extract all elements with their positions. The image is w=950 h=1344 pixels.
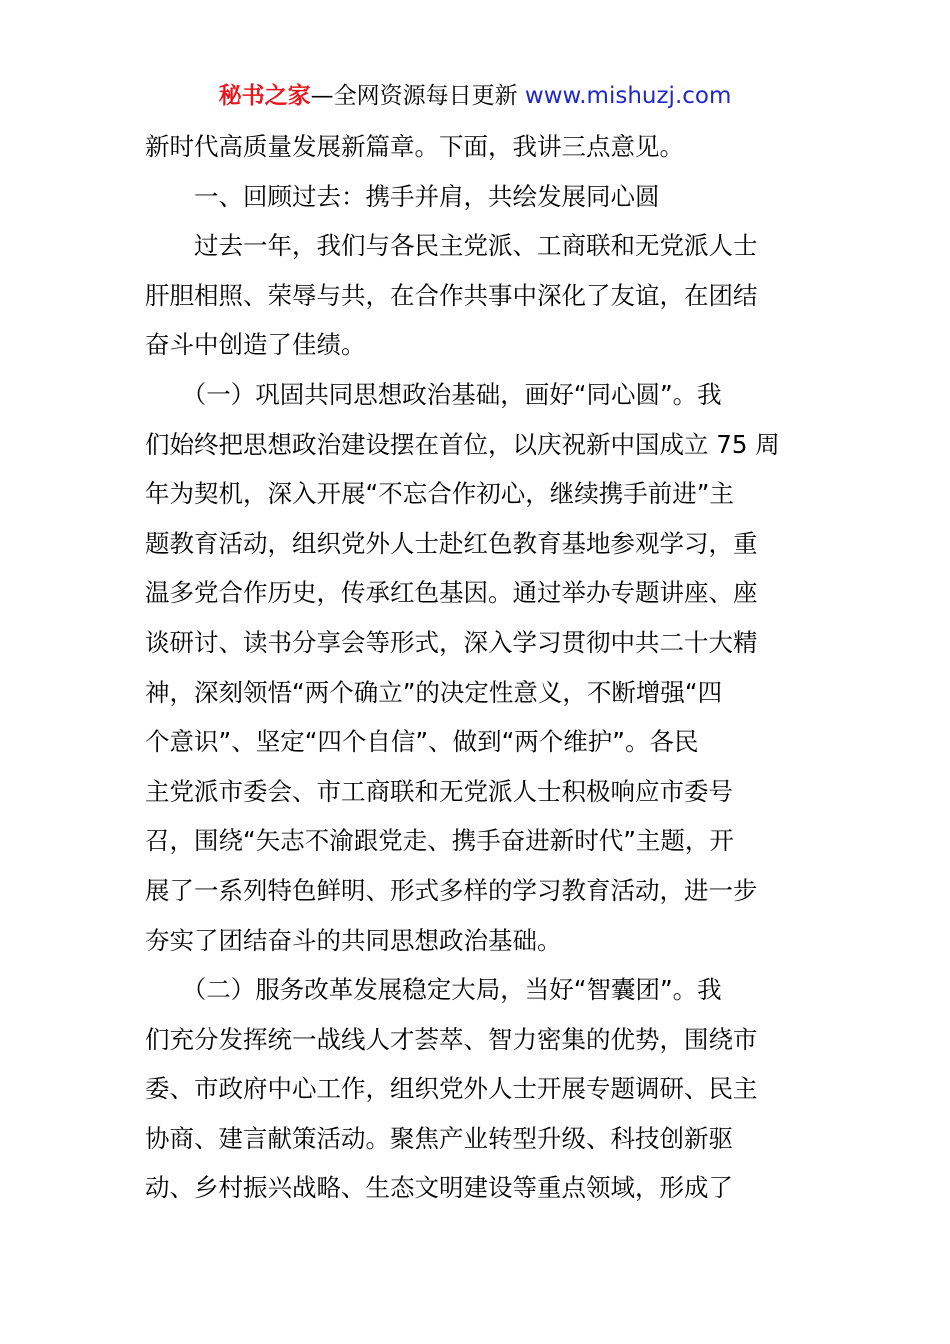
- subsection-heading-line: （二）服务改革发展稳定大局，当好“智囊团”。我: [145, 975, 722, 1005]
- section-heading: 一、回顾过去：携手并肩，共绘发展同心圆: [145, 181, 660, 211]
- header-slogan: —全网资源每日更新: [310, 83, 518, 109]
- text-line: 神，深刻领悟“两个确立”的决定性意义，不断增强“四: [145, 677, 723, 707]
- text-line: 肝胆相照、荣辱与共，在合作共事中深化了友谊，在团结: [145, 280, 758, 310]
- site-header: [0, 80, 950, 112]
- brand-name: 秘书之家: [218, 83, 311, 109]
- text-line: 动、乡村振兴战略、生态文明建设等重点领域，形成了: [145, 1173, 733, 1203]
- text-line: 个意识”、坚定“四个自信”、做到“两个维护”。各民: [145, 727, 699, 757]
- text-line: 委、市政府中心工作，组织党外人士开展专题调研、民主: [145, 1074, 758, 1104]
- text-line: 谈研讨、读书分享会等形式，深入学习贯彻中共二十大精: [145, 627, 758, 657]
- text-line: 主党派市委会、市工商联和无党派人士积极响应市委号: [145, 776, 733, 806]
- text-line: 展了一系列特色鲜明、形式多样的学习教育活动，进一步: [145, 875, 758, 905]
- text-line: 新时代高质量发展新篇章。下面，我讲三点意见。: [145, 132, 684, 161]
- text-line: 奋斗中创造了佳绩。: [145, 330, 366, 360]
- site-url-link[interactable]: www.mishuzj.com: [524, 83, 732, 109]
- text-line: 们充分发挥统一战线人才荟萃、智力密集的优势，围绕市: [145, 1024, 758, 1054]
- document-body: [145, 122, 807, 1213]
- text-line: 召，围绕“矢志不渝跟党走、携手奋进新时代”主题，开: [145, 826, 734, 856]
- text-line: 们始终把思想政治建设摆在首位，以庆祝新中国成立 75 周: [145, 429, 780, 459]
- subsection-heading-line: （一）巩固共同思想政治基础，画好“同心圆”。我: [145, 379, 722, 409]
- text-line: 题教育活动，组织党外人士赴红色教育基地参观学习，重: [145, 528, 758, 558]
- text-line: 协商、建言献策活动。聚焦产业转型升级、科技创新驱: [145, 1123, 733, 1153]
- text-line: 夯实了团结奋斗的共同思想政治基础。: [145, 925, 562, 955]
- text-line: 年为契机，深入开展“不忘合作初心，继续携手前进”主: [145, 479, 734, 509]
- text-line: 温多党合作历史，传承红色基因。通过举办专题讲座、座: [145, 578, 758, 608]
- text-line: 过去一年，我们与各民主党派、工商联和无党派人士: [145, 231, 758, 261]
